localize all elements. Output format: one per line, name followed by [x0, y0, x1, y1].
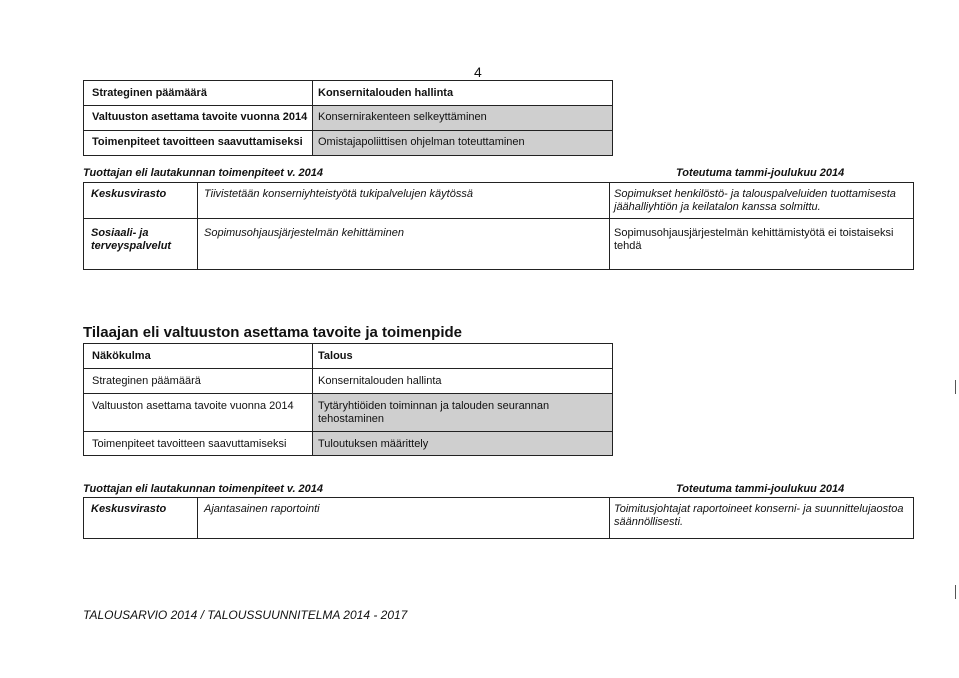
row-label-actions: Toimenpiteet tavoitteen saavuttamiseksi — [92, 438, 287, 450]
row-label-council-target: Valtuuston asettama tavoite vuonna 2014 — [92, 111, 308, 123]
strategy-table-2 — [83, 343, 613, 456]
unit-sote-line2: terveyspalvelut — [91, 240, 172, 252]
result-line: säännöllisesti. — [614, 516, 684, 528]
measures2-heading-right: Toteutuma tammi-joulukuu 2014 — [676, 483, 845, 495]
result-line: jäähalliyhtiön ja keilatalon kanssa solmittu. — [614, 201, 821, 213]
footer-text: TALOUSARVIO 2014 / TALOUSSUUNNITELMA 2014 - 2017 — [83, 608, 408, 622]
measure-text: Ajantasainen raportointi — [204, 503, 320, 515]
measures2-heading-left: Tuottajan eli lautakunnan toimenpiteet v. 2014 — [83, 483, 324, 495]
measure-text: Sopimusohjausjärjestelmän kehittäminen — [204, 227, 404, 239]
row-label-council-target: Valtuuston asettama tavoite vuonna 2014 — [92, 400, 294, 412]
row-value-actions: Tuloutuksen määrittely — [318, 438, 429, 450]
measures-table-2 — [83, 497, 914, 539]
section-title: Tilaajan eli valtuuston asettama tavoite ja toimenpide — [83, 324, 462, 341]
measures1-heading-left: Tuottajan eli lautakunnan toimenpiteet v. 2014 — [83, 167, 324, 179]
measures-table-1 — [83, 182, 914, 270]
row-value-council-target: Konsernirakenteen selkeyttäminen — [318, 111, 487, 123]
row-value-perspective: Talous — [318, 350, 353, 362]
unit-keskusvirasto: Keskusvirasto — [91, 188, 167, 200]
strategy-table-1 — [83, 80, 613, 156]
row-label-actions: Toimenpiteet tavoitteen saavuttamiseksi — [92, 136, 303, 148]
row-value-actions: Omistajapoliittisen ohjelman toteuttaminen — [318, 136, 525, 148]
measure-text: Tiivistetään konserniyhteistyötä tukipalvelujen käytössä — [204, 188, 473, 200]
result-line: Toimitusjohtajat raportoineet konserni- ja suunnittelujaostoa — [614, 503, 904, 515]
row-value-council-target: Tytäryhtiöiden toiminnan ja talouden seurannan — [318, 400, 550, 412]
page-number: 4 — [474, 64, 482, 80]
row-value-strategic-goal: Konsernitalouden hallinta — [318, 375, 442, 387]
row-label-perspective: Näkökulma — [92, 350, 151, 362]
scan-mark — [955, 380, 956, 394]
result-line: Sopimukset henkilöstö- ja talouspalveluiden tuottamisesta — [614, 188, 896, 200]
result-line: tehdä — [614, 240, 642, 252]
result-line: Sopimusohjausjärjestelmän kehittämistyötä ei toistaiseksi — [614, 227, 894, 239]
row-value-council-target-cont: tehostaminen — [318, 413, 385, 425]
measures1-heading-right: Toteutuma tammi-joulukuu 2014 — [676, 167, 845, 179]
row-label-strategic-goal: Strateginen päämäärä — [92, 375, 201, 387]
row-label-strategic-goal: Strateginen päämäärä — [92, 87, 207, 99]
unit-sote-line1: Sosiaali- ja — [91, 227, 149, 239]
scan-mark — [955, 585, 956, 599]
unit-keskusvirasto: Keskusvirasto — [91, 503, 167, 515]
row-value-strategic-goal: Konsernitalouden hallinta — [318, 87, 454, 99]
